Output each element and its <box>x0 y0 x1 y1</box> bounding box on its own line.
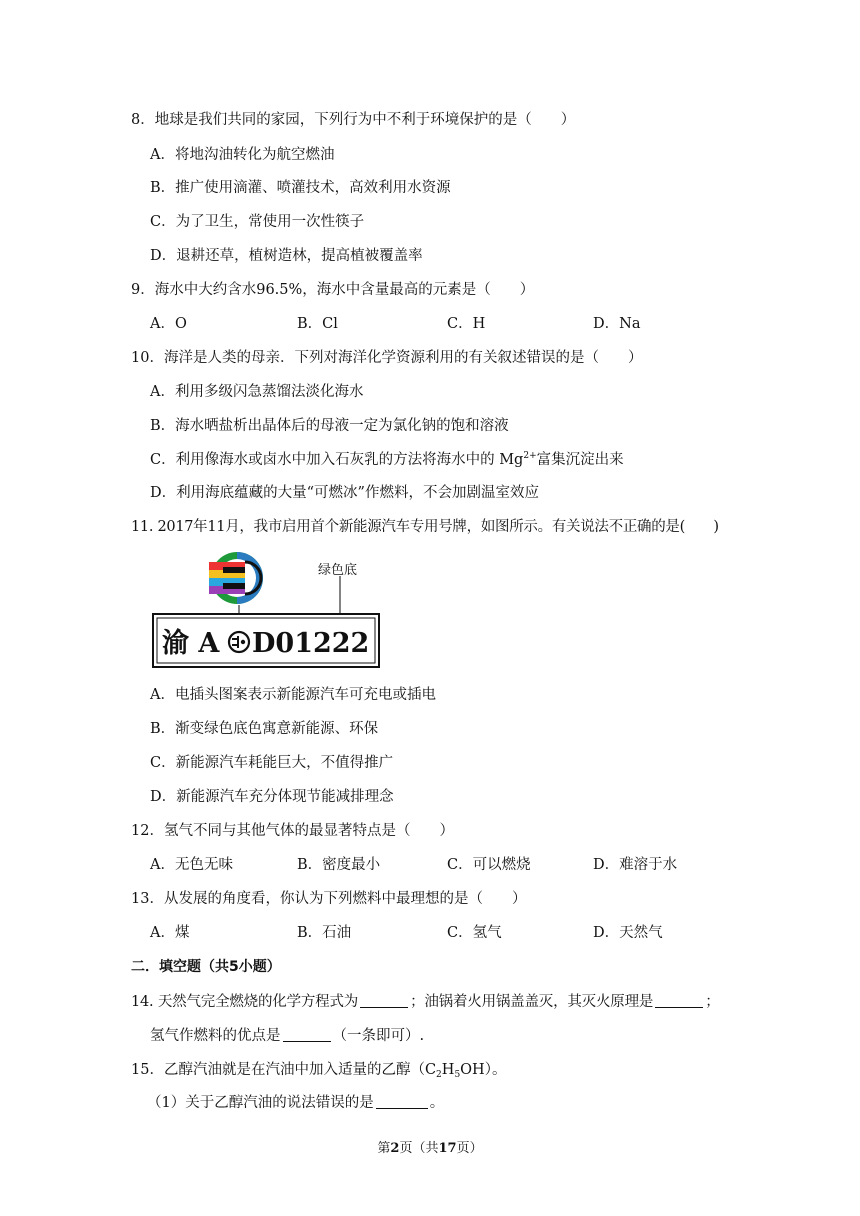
q15-text-3: OH）。 <box>460 1062 507 1078</box>
footer-page-number: 2 <box>390 1141 400 1156</box>
footer-text-1: 第 <box>377 1141 391 1156</box>
q15-subscript-1: 2 <box>436 1070 442 1080</box>
q12-stem: 12．氢气不同与其他气体的最显著特点是（ ） <box>131 823 454 839</box>
q13-stem: 13．从发展的角度看，你认为下列燃料中最理想的是（ ） <box>131 891 527 907</box>
q14-blank-1[interactable] <box>360 993 408 1008</box>
q12-option-a: A．无色无味 <box>150 857 233 873</box>
q11-option-d: D．新能源汽车充分体现节能减排理念 <box>150 789 394 805</box>
q10-option-a: A．利用多级闪急蒸馏法淡化海水 <box>150 384 364 400</box>
q9-option-a: A．O <box>150 316 187 332</box>
q14-text-3: ； <box>705 994 720 1010</box>
plug-logo-icon <box>209 552 263 604</box>
footer-total-pages: 17 <box>438 1141 457 1156</box>
q14-text-1: 14. 天然气完全燃烧的化学方程式为 <box>131 994 359 1010</box>
section-heading-fill-in: 二．填空题（共5小题） <box>131 959 281 975</box>
q14-line1 <box>131 992 720 1012</box>
q12-option-d: D．难溶于水 <box>593 857 678 873</box>
q14-text-5: （一条即可）. <box>332 1028 425 1044</box>
q8-option-c: C．为了卫生，常使用一次性筷子 <box>150 214 365 230</box>
q9-option-b: B．Cl <box>297 316 338 332</box>
q15-text-2: H <box>441 1062 455 1078</box>
q12-option-b: B．密度最小 <box>297 857 381 873</box>
q13-option-d: D．天然气 <box>593 925 663 941</box>
footer-text-3: 页） <box>456 1141 483 1156</box>
q14-blank-3[interactable] <box>283 1027 331 1042</box>
q10-option-b: B．海水晒盐析出晶体后的母液一定为氯化钠的饱和溶液 <box>150 418 509 434</box>
q15-sub1-end: 。 <box>429 1095 445 1111</box>
q15-subscript-2: 5 <box>454 1070 461 1080</box>
q8-option-b: B．推广使用滴灌、喷灌技术，高效利用水资源 <box>150 180 451 196</box>
q14-text-2: ；油锅着火用锅盖盖灭，其灭火原理是 <box>410 994 654 1010</box>
q11-option-c: C．新能源汽车耗能巨大，不值得推广 <box>150 755 394 771</box>
q9-stem: 9．海水中大约含水96.5%，海水中含量最高的元素是（ ） <box>131 282 535 298</box>
plate-number: D01222 <box>252 628 370 659</box>
q13-option-c: C．氢气 <box>447 925 502 941</box>
q8-stem: 8．地球是我们共同的家园，下列行为中不利于环境保护的是（ ） <box>131 112 576 128</box>
q8-option-d: D．退耕还草，植树造林，提高植被覆盖率 <box>150 248 423 264</box>
footer-text-2: 页（共 <box>399 1141 439 1156</box>
q15-blank-1[interactable] <box>376 1094 428 1109</box>
q11-stem: 11. 2017年11月，我市启用首个新能源汽车专用号牌，如图所示。有关说法不正确的是( ) <box>131 519 719 535</box>
plate-prefix: 渝 A <box>162 628 220 659</box>
q15-stem <box>131 1060 506 1080</box>
q10-option-c-text: C．利用像海水或卤水中加入石灰乳的方法将海水中的 Mg <box>150 452 524 468</box>
q12-options <box>0 855 860 875</box>
q15-subquestion-1 <box>147 1093 444 1113</box>
q13-options <box>0 923 860 943</box>
q8-option-a: A．将地沟油转化为航空燃油 <box>150 147 335 163</box>
q14-line2 <box>150 1026 424 1046</box>
q15-sub1-text: （1）关于乙醇汽油的说法错误的是 <box>147 1095 374 1111</box>
q10-option-c-charge: 2+ <box>523 451 537 461</box>
q9-option-c: C．H <box>447 316 486 332</box>
page-footer <box>0 1137 860 1156</box>
figure-label-green-bg: 绿色底 <box>318 563 358 578</box>
q12-option-c: C．可以燃烧 <box>447 857 531 873</box>
q10-stem: 10．海洋是人类的母亲．下列对海洋化学资源利用的有关叙述错误的是（ ） <box>131 350 643 366</box>
license-plate-figure <box>152 548 382 672</box>
q14-text-4: 氢气作燃料的优点是 <box>150 1028 281 1044</box>
q15-text-1: 15．乙醇汽油就是在汽油中加入适量的乙醇（C <box>131 1062 437 1078</box>
q10-option-c-text-end: 富集沉淀出来 <box>536 452 624 468</box>
q11-option-b: B．渐变绿色底色寓意新能源、环保 <box>150 721 379 737</box>
q11-option-a: A．电插头图案表示新能源汽车可充电或插电 <box>150 687 436 703</box>
q10-option-c <box>150 450 624 470</box>
q13-option-a: A．煤 <box>150 925 190 941</box>
q13-option-b: B．石油 <box>297 925 352 941</box>
q9-option-d: D．Na <box>593 316 641 332</box>
q14-blank-2[interactable] <box>655 993 703 1008</box>
q9-options <box>0 314 860 334</box>
q10-option-d: D．利用海底蕴藏的大量“可燃冰”作燃料，不会加剧温室效应 <box>150 485 539 501</box>
